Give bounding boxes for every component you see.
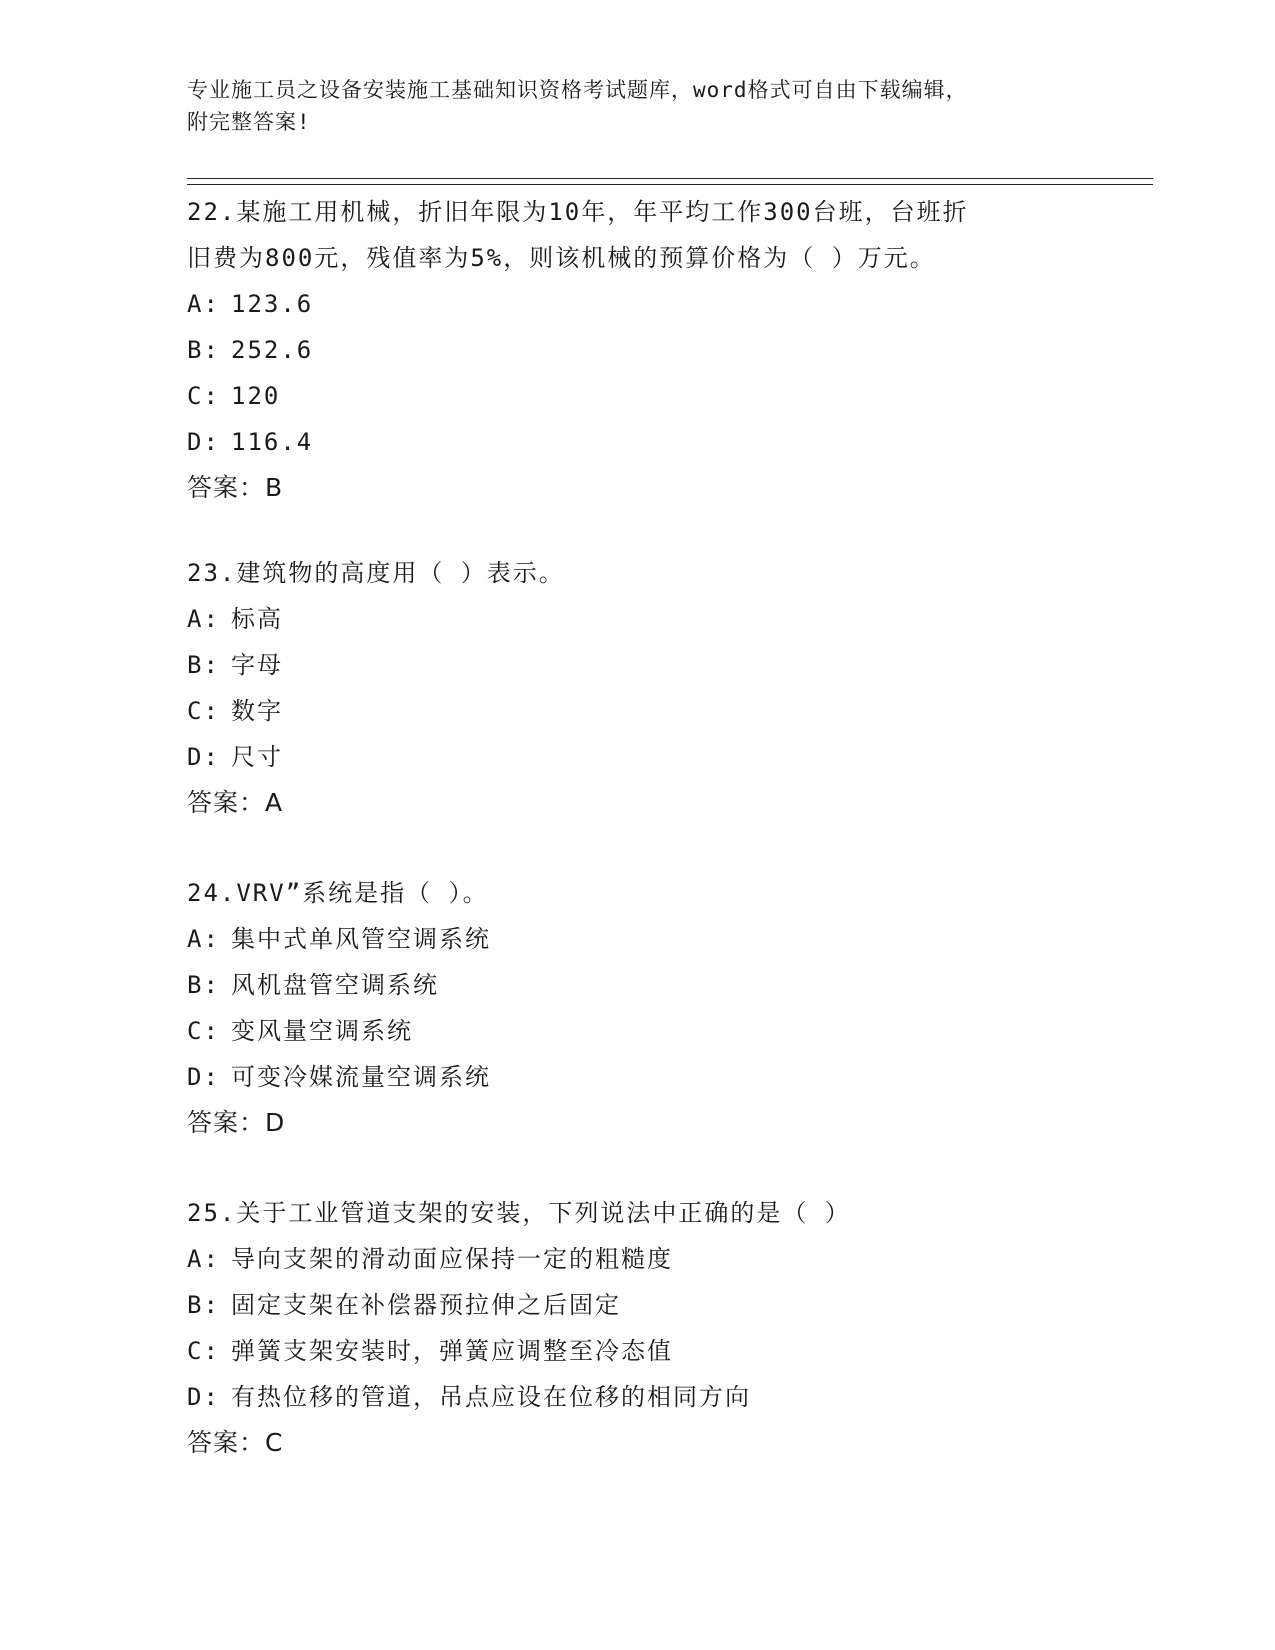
option-text: 字母 bbox=[231, 651, 283, 679]
option-key: D: bbox=[187, 1063, 220, 1091]
answer-line: 答案：B bbox=[187, 473, 284, 502]
option-key: D: bbox=[187, 743, 220, 771]
option-text: 252.6 bbox=[231, 336, 314, 364]
option-text: 数字 bbox=[231, 697, 283, 725]
answer-line: 答案：C bbox=[187, 1428, 284, 1457]
option-key: A: bbox=[187, 290, 220, 318]
option-a bbox=[187, 1236, 1087, 1282]
option-b bbox=[187, 642, 1087, 688]
option-text: 116.4 bbox=[231, 428, 314, 456]
question-22 bbox=[187, 189, 1087, 511]
question-stem bbox=[187, 870, 1087, 916]
option-key: A: bbox=[187, 1245, 220, 1273]
option-b bbox=[187, 1282, 1087, 1328]
option-key: C: bbox=[187, 697, 220, 725]
option-key: A: bbox=[187, 605, 220, 633]
option-key: D: bbox=[187, 428, 220, 456]
option-key: D: bbox=[187, 1383, 220, 1411]
option-text: 有热位移的管道，吊点应设在位移的相同方向 bbox=[231, 1383, 751, 1411]
option-text: 尺寸 bbox=[231, 743, 283, 771]
option-key: C: bbox=[187, 1017, 220, 1045]
option-d bbox=[187, 1374, 1087, 1420]
header-divider-top bbox=[187, 178, 1153, 179]
option-d bbox=[187, 734, 1087, 780]
question-stem bbox=[187, 550, 1087, 596]
option-text: 123.6 bbox=[231, 290, 314, 318]
question-24 bbox=[187, 870, 1087, 1146]
option-b bbox=[187, 327, 1087, 373]
option-d bbox=[187, 419, 1087, 465]
option-text: 固定支架在补偿器预拉伸之后固定 bbox=[231, 1291, 621, 1319]
question-stem bbox=[187, 1190, 1087, 1236]
option-key: B: bbox=[187, 336, 220, 364]
question-stem bbox=[187, 189, 1087, 281]
option-c bbox=[187, 1008, 1087, 1054]
option-text: 120 bbox=[231, 382, 281, 410]
option-c bbox=[187, 688, 1087, 734]
option-text: 标高 bbox=[231, 605, 283, 633]
question-stem-line: 旧费为800元，残值率为5%，则该机械的预算价格为（ ）万元。 bbox=[187, 244, 936, 272]
option-text: 风机盘管空调系统 bbox=[231, 971, 439, 999]
answer-line: 答案：A bbox=[187, 788, 284, 817]
option-text: 集中式单风管空调系统 bbox=[231, 925, 491, 953]
option-key: A: bbox=[187, 925, 220, 953]
option-b bbox=[187, 962, 1087, 1008]
option-text: 可变冷媒流量空调系统 bbox=[231, 1063, 491, 1091]
answer-line: 答案：D bbox=[187, 1108, 286, 1137]
question-stem-line: 22.某施工用机械，折旧年限为10年，年平均工作300台班，台班折 bbox=[187, 198, 969, 226]
header-divider-bottom bbox=[187, 184, 1153, 185]
question-stem-line: 25.关于工业管道支架的安装，下列说法中正确的是（ ） bbox=[187, 1199, 851, 1227]
question-23 bbox=[187, 550, 1087, 826]
option-key: B: bbox=[187, 1291, 220, 1319]
option-key: C: bbox=[187, 1337, 220, 1365]
document-header bbox=[187, 74, 1087, 138]
option-a bbox=[187, 596, 1087, 642]
header-line-2: 附完整答案! bbox=[187, 110, 311, 134]
option-key: B: bbox=[187, 971, 220, 999]
option-key: C: bbox=[187, 382, 220, 410]
option-a bbox=[187, 916, 1087, 962]
option-key: B: bbox=[187, 651, 220, 679]
header-line-1: 专业施工员之设备安装施工基础知识资格考试题库，word格式可自由下载编辑， bbox=[187, 78, 968, 102]
option-c bbox=[187, 1328, 1087, 1374]
option-a bbox=[187, 281, 1087, 327]
question-stem-line: 24.VRV”系统是指（ ）。 bbox=[187, 879, 489, 907]
question-stem-line: 23.建筑物的高度用（ ）表示。 bbox=[187, 559, 565, 587]
option-c bbox=[187, 373, 1087, 419]
option-text: 变风量空调系统 bbox=[231, 1017, 413, 1045]
option-text: 导向支架的滑动面应保持一定的粗糙度 bbox=[231, 1245, 673, 1273]
option-d bbox=[187, 1054, 1087, 1100]
option-text: 弹簧支架安装时，弹簧应调整至冷态值 bbox=[231, 1337, 673, 1365]
question-25 bbox=[187, 1190, 1087, 1466]
